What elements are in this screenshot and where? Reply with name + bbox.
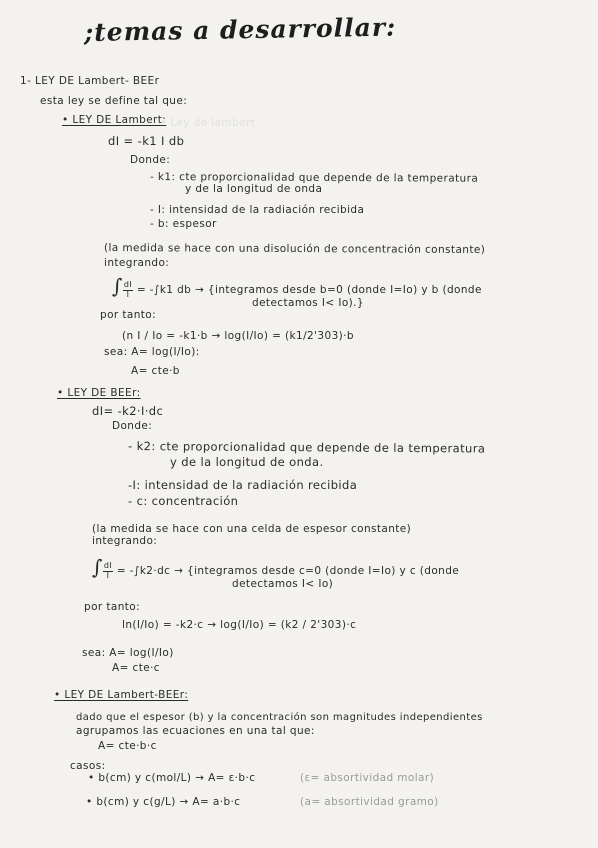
lambert-beer-explanation: dado que el espesor (b) y la concentración son magnitudes independientes: [76, 712, 483, 723]
lambert-b-definition: - b: espesor: [150, 218, 217, 230]
beer-k2-definition: - k2: cte proporcionalidad que depende de la temperatura: [127, 439, 486, 456]
beer-heading: • LEY DE BEEr:: [57, 387, 141, 399]
lambert-integral-rest: = -∫k1 db → {integramos desde b=0 (donde I=Io) y b (donde: [136, 284, 482, 296]
lambert-integral: ∫ $\frac{dI}{I}$ = -∫k1 db → {integramos desde b=0 (donde I=Io) y b (donde: [112, 274, 482, 299]
lambert-beer-equation: A= cte·b·c: [98, 740, 157, 752]
beer-integral-numerator: dI: [103, 560, 113, 570]
beer-sea: sea: A= log(I/Io): [82, 647, 174, 659]
beer-absorbance-equation: A= cte·c: [112, 662, 160, 674]
page-title: ;temas a desarrollar:: [83, 12, 397, 47]
case-molar-equation: • b(cm) y c(mol/L) → A= ε·b·c: [88, 772, 256, 784]
casos-label: casos:: [70, 760, 106, 772]
lambert-beer-heading: • LEY DE Lambert-BEEr:: [54, 689, 189, 701]
beer-measurement-note: (la medida se hace con una celda de espesor constante): [92, 523, 412, 535]
beer-donde-label: Donde:: [112, 420, 153, 432]
lambert-k1-definition: - k1: cte proporcionalidad que depende de la temperatura: [149, 171, 479, 185]
lambert-k1-definition-cont: y de la longitud de onda: [185, 183, 323, 195]
case-gram-equation: • b(cm) y c(g/L) → A= a·b·c: [86, 796, 241, 808]
lambert-integral-cont: detectamos I< Io).}: [252, 297, 364, 309]
beer-c-definition: - c: concentración: [128, 494, 239, 508]
beer-por-tanto: por tanto:: [84, 601, 141, 613]
section-heading: 1- LEY DE Lambert- BEEr: [20, 75, 160, 87]
intro-text: esta ley se define tal que:: [40, 95, 188, 107]
lambert-integral-denominator: I: [126, 289, 130, 299]
beer-integral-cont: detectamos I< Io): [232, 578, 334, 590]
beer-k2-definition-cont: y de la longitud de onda.: [170, 455, 324, 469]
lambert-measurement-note: (la medida se hace con una disolución de concentración constante): [103, 242, 486, 256]
beer-log-equation: ln(I/Io) = -k2·c → log(I/Io) = (k2 / 2'303)·c: [122, 619, 357, 631]
lambert-integral-numerator: dI: [123, 279, 133, 289]
lambert-i-definition: - I: intensidad de la radiación recibida: [150, 204, 365, 216]
beer-integral: ∫ $\frac{dI}{I}$ = -∫k2·dc → {integramos desde c=0 (donde I=Io) y c (donde: [92, 555, 460, 580]
beer-integral-denominator: I: [106, 570, 110, 580]
beer-integrando-label: integrando:: [92, 535, 158, 547]
lambert-por-tanto: por tanto:: [100, 309, 157, 321]
lambert-donde-label: Donde:: [130, 154, 171, 166]
lambert-ghost-text: • Ley de lambert: [160, 117, 256, 129]
lambert-differential-equation: dI = -k1 I db: [108, 134, 185, 148]
beer-integral-rest: = -∫k2·dc → {integramos desde c=0 (donde I=Io) y c (donde: [116, 565, 460, 577]
case-molar-note: (ε= absortividad molar): [300, 772, 435, 784]
lambert-log-equation: (n I / Io = -k1·b → log(I/Io) = (k1/2'303)·b: [122, 330, 354, 342]
lambert-absorbance-equation: A= cte·b: [131, 365, 180, 377]
lambert-integrando-label: integrando:: [104, 257, 170, 269]
case-gram-note: (a= absortividad gramo): [300, 796, 439, 808]
lambert-sea: sea: A= log(I/Io):: [104, 346, 200, 358]
lambert-heading: • LEY DE Lambert:: [62, 114, 167, 126]
beer-i-definition: -I: intensidad de la radiación recibida: [128, 478, 358, 492]
beer-differential-equation: dI= -k2·I·dc: [92, 404, 164, 418]
lambert-beer-explanation-cont: agrupamos las ecuaciones en una tal que:: [76, 725, 315, 737]
